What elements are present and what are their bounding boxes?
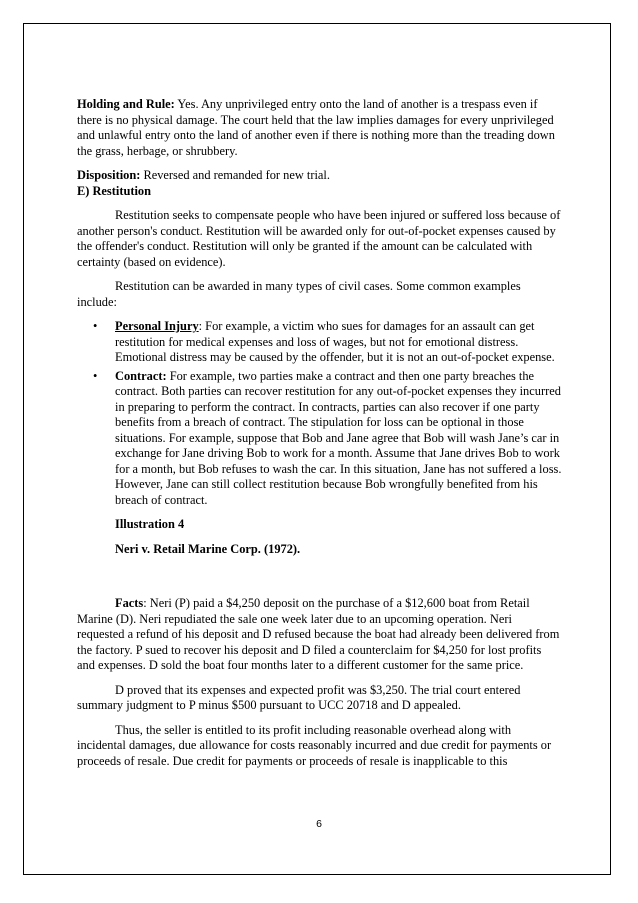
bullet-text: For example, two parties make a contract and then one party breaches the contract. Both parties can recover restitution for any out-of-pocket expenses they incurred in preparing to perform the contract. In contracts, parties can also recover if one party benefits from a breach of contract. The stipulation for loss can be optional in those situations. For example, suppose that Bob and Jane agree that Bob will wash Jane’s car in exchange for Jane driving Bob to work for a month. Assume that Jane drives Bob to work for a month, but Bob refuses to wash the car. In this situation, Jane has not suffered a loss. However, Jane can still collect restitution because Bob wrongfully benefited from his breach of contract. xyxy=(115,368,562,507)
section-heading: E) Restitution xyxy=(77,183,151,198)
facts-paragraph xyxy=(77,596,562,674)
bullet-label: Contract: xyxy=(115,368,167,383)
facts-text: : Neri (P) paid a $4,250 deposit on the purchase of a $12,600 boat from Retail Marine (D). Neri repudiated the sale one week later due to an upcoming operation. Neri requested a refund of his deposit and D refused because the boat had already been delivered from the factory. P sued to recover his deposit and D filed a counterclaim for $4,250 for lost profits and expenses. D sold the boat four months later to a different customer for the same price. xyxy=(77,596,560,672)
holding-label: Holding and Rule: xyxy=(77,97,175,111)
bullet-icon: • xyxy=(93,368,98,383)
restitution-paragraph-1: Restitution seeks to compensate people who have been injured or suffered loss because of another person's conduct. Restitution will be awarded only for out-of-pocket expenses caused by the offender's conduct. Restitution will only be granted if the amount can be calculated with certainty (based on evidence). xyxy=(77,208,561,269)
restitution-paragraph-2: Restitution can be awarded in many types of civil cases. Some common examples include: xyxy=(77,279,521,309)
case-name: Neri v. Retail Marine Corp. (1972). xyxy=(115,541,301,556)
disposition-text: Reversed and remanded for new trial. xyxy=(140,168,330,182)
bullet-icon: • xyxy=(93,319,98,333)
judgment-paragraph: D proved that its expenses and expected profit was $3,250. The trial court entered summary judgment to P minus $500 pursuant to UCC 20718 and D appealed. xyxy=(77,682,521,712)
page-number: 6 xyxy=(316,818,322,830)
disposition-label: Disposition: xyxy=(77,168,141,182)
holding-paragraph xyxy=(77,97,562,159)
list-item-personal-injury xyxy=(77,319,562,366)
facts-label: Facts xyxy=(115,596,144,610)
disposition-paragraph xyxy=(77,168,562,184)
bullet-text: : For example, a victim who sues for damages for an assault can get restitution for medical expenses and loss of wages, but not for emotional distress. Emotional distress may be caused by the offender, but it is not an out-of-pocket expense. xyxy=(115,319,555,364)
examples-list xyxy=(77,319,562,508)
list-item-contract xyxy=(77,369,562,509)
document-body xyxy=(77,97,562,769)
holding-text: Yes. Any unprivileged entry onto the land of another is a trespass even if there is no physical damage. The court held that the law implies damages for every unprivileged and unlawful entry onto the land of another even if there is nothing more than the treading down the grass, herbage, or shrubbery. xyxy=(77,97,555,158)
bullet-label: Personal Injury xyxy=(115,319,199,333)
illustration-title: Illustration 4 xyxy=(115,517,185,531)
seller-paragraph: Thus, the seller is entitled to its profit including reasonable overhead along with incidental damages, due allowance for costs reasonably incurred and due credit for payments or proceeds of resale. Due credit for payments or proceeds of resale is inapplicable to this xyxy=(77,722,552,768)
